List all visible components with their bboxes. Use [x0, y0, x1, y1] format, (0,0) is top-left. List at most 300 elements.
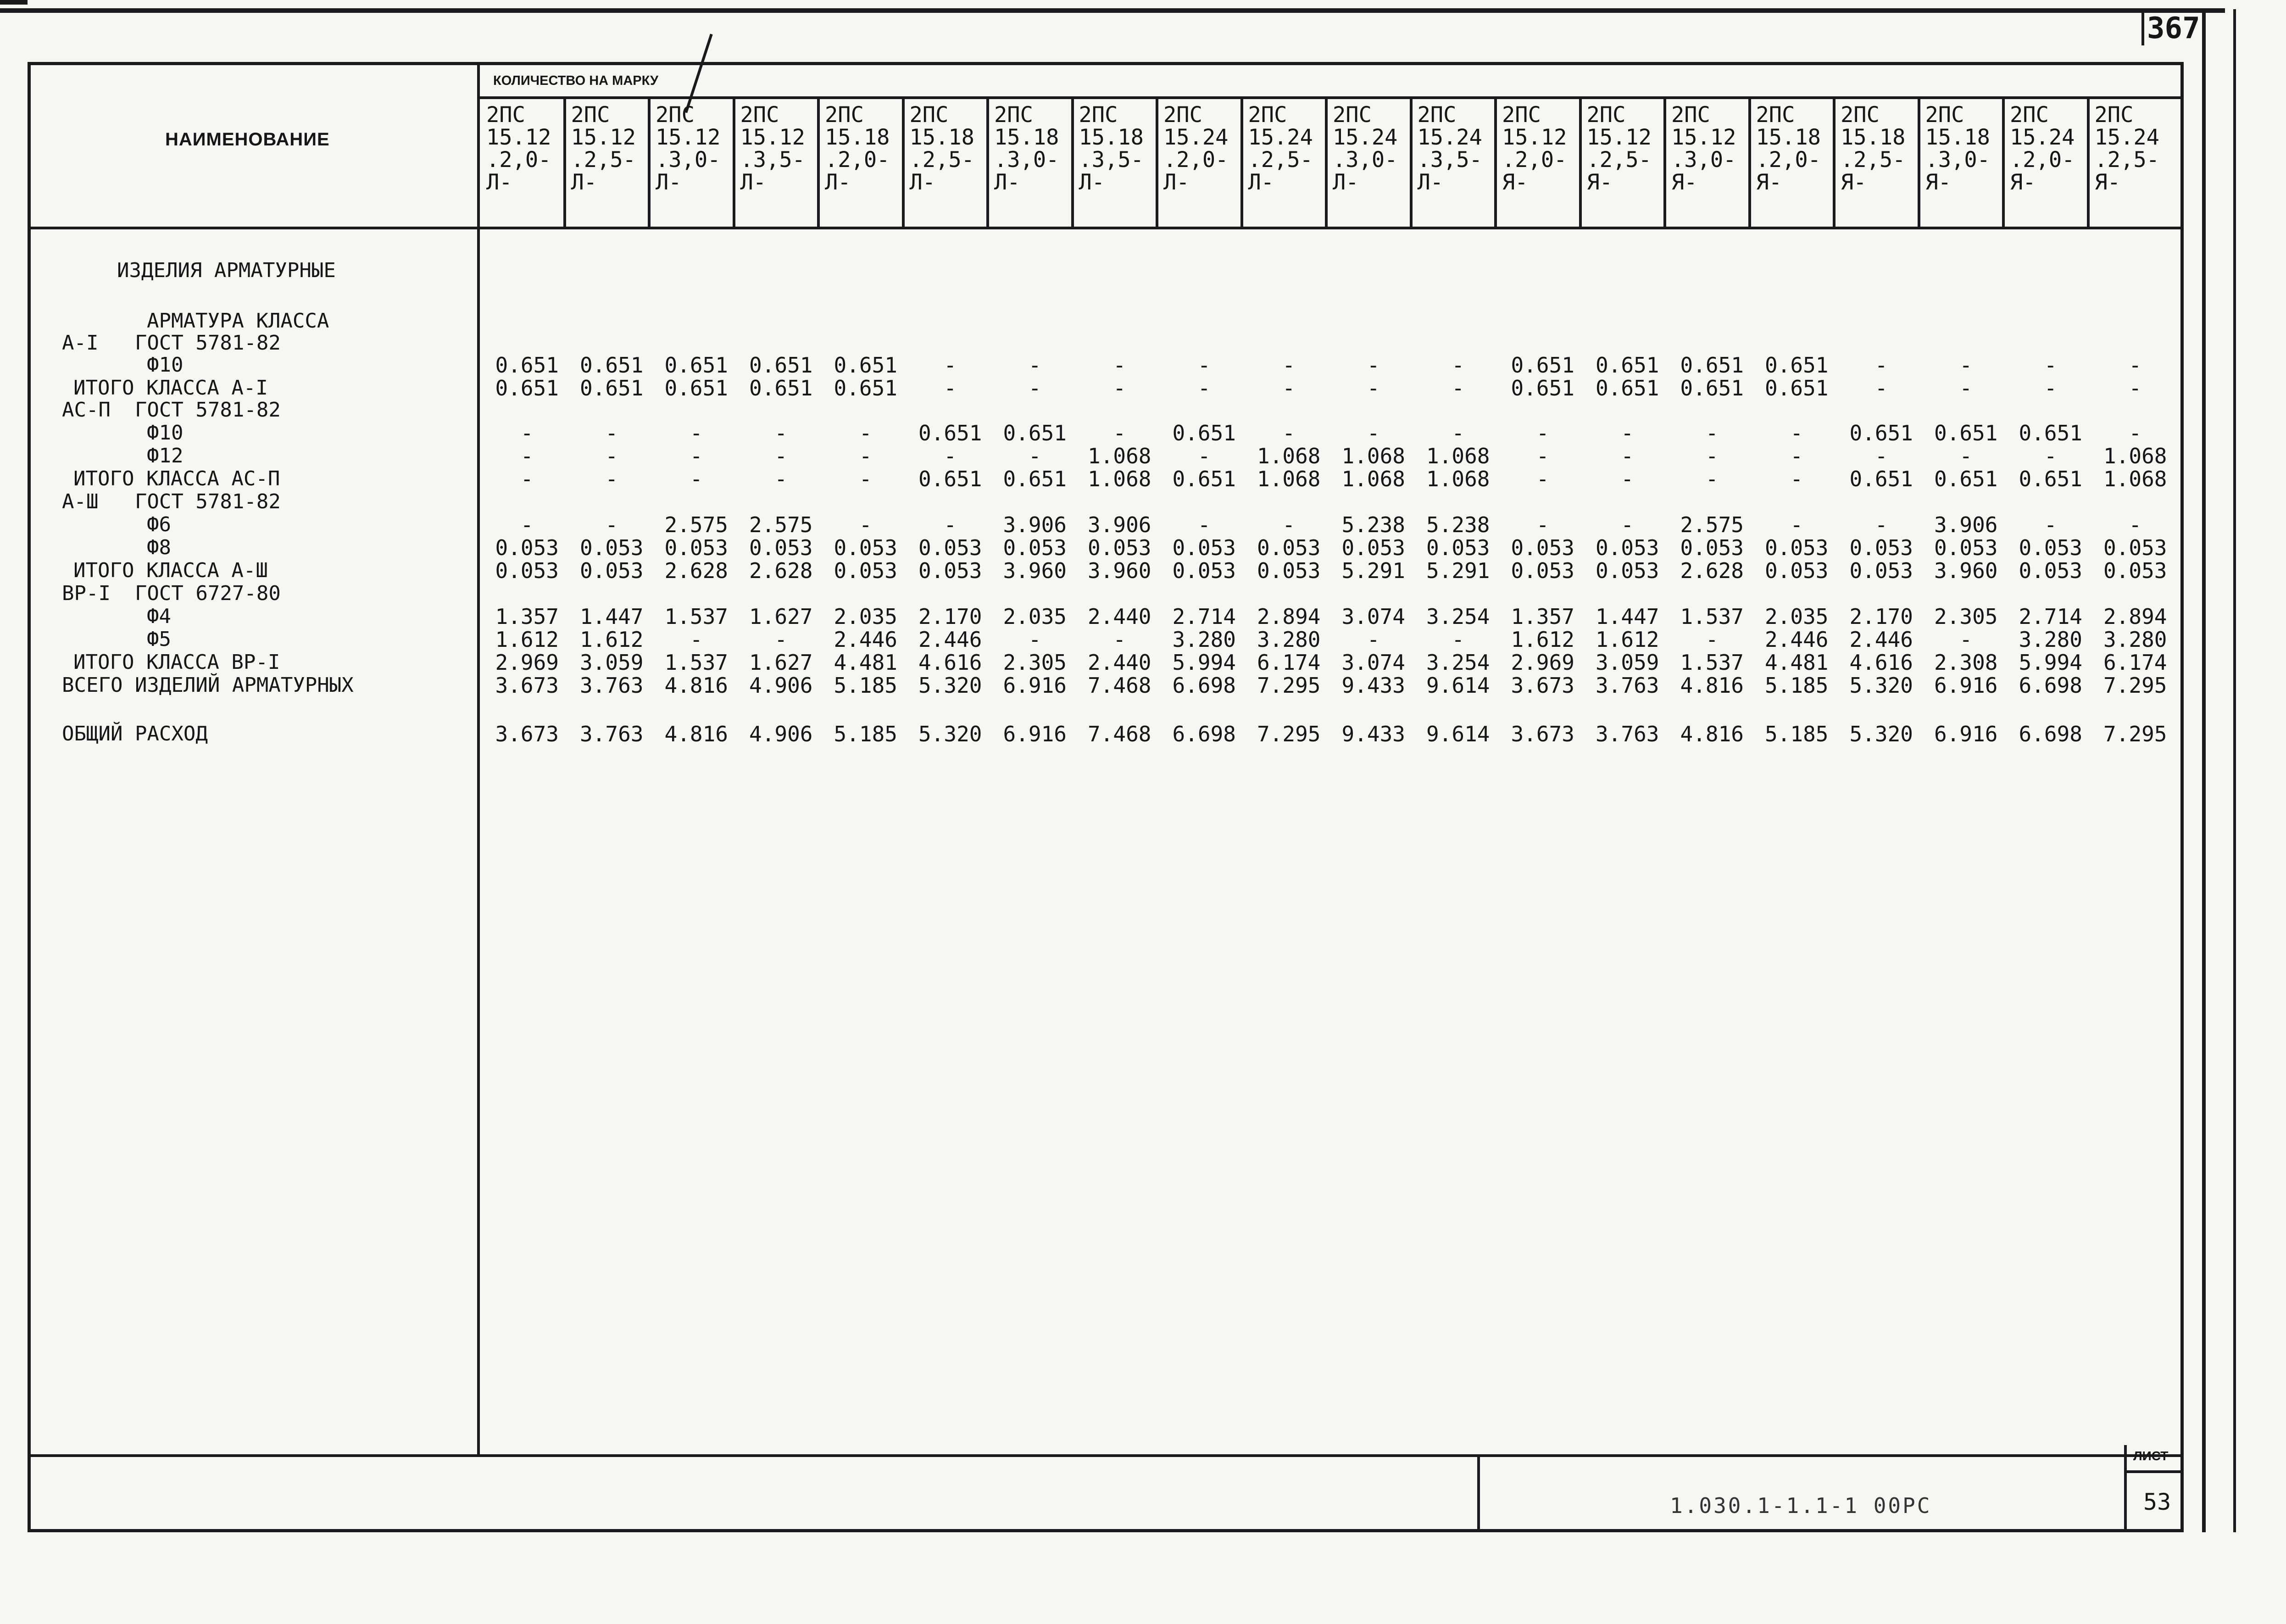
table-cell: 3.763: [1596, 673, 1659, 698]
column-separator: [1325, 96, 1328, 227]
table-cell: 0.053: [495, 535, 559, 560]
table-cell: 4.906: [749, 722, 813, 746]
table-cell: 1.068: [1341, 444, 1405, 468]
table-cell: 1.537: [664, 604, 728, 629]
table-cell: 5.320: [1849, 722, 1913, 746]
table-cell: -: [690, 444, 728, 468]
table-cell: 0.053: [749, 535, 813, 560]
table-cell: 7.295: [1257, 673, 1321, 698]
table-cell: 2.035: [834, 604, 897, 629]
table-cell: -: [1452, 421, 1490, 445]
column-header-3: 2ПС 15.12 .3,0- Л-: [656, 104, 721, 195]
table-cell: 1.068: [1341, 467, 1405, 491]
table-cell: -: [1621, 421, 1659, 445]
top-edge-bar: [0, 8, 2225, 13]
table-cell: 0.651: [664, 353, 728, 378]
table-cell: -: [774, 627, 813, 652]
table-cell: 4.906: [749, 673, 813, 698]
table-cell: 0.053: [834, 535, 897, 560]
table-cell: 6.698: [1172, 722, 1236, 746]
table-cell: 0.053: [2019, 558, 2082, 583]
table-cell: -: [690, 627, 728, 652]
footer-top-rule: [28, 1454, 2184, 1457]
table-cell: -: [605, 467, 644, 491]
table-cell: 0.651: [1596, 376, 1659, 400]
table-cell: -: [1621, 467, 1659, 491]
table-cell: -: [1621, 512, 1659, 537]
table-cell: 0.053: [2103, 535, 2167, 560]
table-cell: 5.320: [1849, 673, 1913, 698]
row-label: АС-П ГОСТ 5781-82: [62, 398, 281, 422]
column-header-5: 2ПС 15.18 .2,0- Л-: [825, 104, 890, 195]
table-cell: 0.651: [495, 376, 559, 400]
column-separator: [1410, 96, 1413, 227]
column-separator: [986, 96, 989, 227]
table-cell: 0.651: [1172, 421, 1236, 445]
table-cell: 0.651: [1511, 376, 1574, 400]
table-cell: 2.446: [834, 627, 897, 652]
column-header-2: 2ПС 15.12 .2,5- Л-: [571, 104, 636, 195]
table-cell: 3.280: [1172, 627, 1236, 652]
table-cell: 6.174: [2103, 650, 2167, 675]
table-cell: 3.254: [1426, 604, 1490, 629]
table-cell: 0.651: [495, 353, 559, 378]
table-cell: 9.433: [1341, 673, 1405, 698]
table-cell: -: [1197, 376, 1236, 400]
table-cell: -: [1874, 444, 1913, 468]
table-cell: 5.320: [918, 722, 982, 746]
table-cell: 0.651: [664, 376, 728, 400]
table-cell: 0.651: [2019, 421, 2082, 445]
table-cell: 0.651: [1680, 353, 1744, 378]
table-cell: 1.068: [2103, 444, 2167, 468]
table-cell: 1.612: [495, 627, 559, 652]
table-cell: 1.447: [580, 604, 644, 629]
table-cell: 0.053: [1849, 535, 1913, 560]
table-cell: 7.295: [2103, 722, 2167, 746]
column-header-7: 2ПС 15.18 .3,0- Л-: [994, 104, 1059, 195]
table-cell: 3.960: [1003, 558, 1067, 583]
table-cell: -: [1367, 353, 1405, 378]
table-cell: -: [1536, 421, 1574, 445]
table-cell: -: [1113, 353, 1151, 378]
column-separator: [1918, 96, 1920, 227]
column-header-18: 2ПС 15.18 .3,0- Я-: [1925, 104, 1990, 195]
table-cell: 2.440: [1088, 604, 1151, 629]
column-header-9: 2ПС 15.24 .2,0- Л-: [1163, 104, 1229, 195]
table-cell: 0.651: [1849, 467, 1913, 491]
table-cell: -: [1367, 421, 1405, 445]
column-separator: [1494, 96, 1497, 227]
table-cell: 3.960: [1934, 558, 1998, 583]
table-cell: 0.053: [1849, 558, 1913, 583]
table-cell: 4.481: [1765, 650, 1829, 675]
column-header-10: 2ПС 15.24 .2,5- Л-: [1248, 104, 1313, 195]
table-cell: 4.816: [664, 722, 728, 746]
table-cell: 0.651: [834, 376, 897, 400]
table-cell: -: [1028, 353, 1067, 378]
table-cell: 0.651: [918, 467, 982, 491]
column-separator: [1833, 96, 1835, 227]
table-cell: 1.537: [1680, 650, 1744, 675]
table-cell: 1.068: [1257, 467, 1321, 491]
table-cell: -: [1536, 512, 1574, 537]
table-cell: -: [1028, 444, 1067, 468]
table-cell: 0.651: [1003, 421, 1067, 445]
column-separator: [563, 96, 566, 227]
table-cell: 0.651: [2019, 467, 2082, 491]
table-cell: -: [1452, 353, 1490, 378]
table-cell: 6.916: [1934, 722, 1998, 746]
column-header-15: 2ПС 15.12 .3,0- Я-: [1671, 104, 1736, 195]
table-cell: 3.280: [2019, 627, 2082, 652]
table-cell: 2.446: [918, 627, 982, 652]
sheet-label: ЛИСТ: [2133, 1449, 2169, 1463]
table-cell: 1.612: [1511, 627, 1574, 652]
table-cell: 9.614: [1426, 722, 1490, 746]
table-cell: 3.059: [1596, 650, 1659, 675]
corner-mark: 367: [2141, 11, 2200, 45]
footer-sheet-divider: [2124, 1445, 2127, 1532]
column-header-16: 2ПС 15.18 .2,0- Я-: [1756, 104, 1821, 195]
row-label: Ф10: [147, 421, 184, 445]
column-header-13: 2ПС 15.12 .2,0- Я-: [1502, 104, 1567, 195]
table-cell: -: [1705, 421, 1744, 445]
table-cell: -: [859, 512, 897, 537]
column-header-14: 2ПС 15.12 .2,5- Я-: [1586, 104, 1652, 195]
table-cell: -: [1874, 376, 1913, 400]
column-separator: [648, 96, 651, 227]
table-cell: -: [2044, 444, 2082, 468]
table-cell: 0.651: [580, 353, 644, 378]
table-cell: 6.698: [2019, 722, 2082, 746]
column-header-8: 2ПС 15.18 .3,5- Л-: [1079, 104, 1144, 195]
table-cell: 1.068: [1088, 444, 1151, 468]
column-separator: [1240, 96, 1243, 227]
table-cell: 6.698: [1172, 673, 1236, 698]
table-cell: -: [774, 421, 813, 445]
table-cell: 2.305: [1003, 650, 1067, 675]
table-cell: 5.238: [1426, 512, 1490, 537]
table-cell: -: [1197, 353, 1236, 378]
column-separator: [817, 96, 820, 227]
footer-sheet-rule: [2124, 1470, 2184, 1473]
table-cell: 0.053: [1511, 558, 1574, 583]
table-cell: -: [2129, 512, 2167, 537]
table-cell: 0.651: [1765, 376, 1829, 400]
table-cell: 0.053: [918, 558, 982, 583]
name-column-divider: [477, 62, 480, 1457]
table-cell: 0.053: [1088, 535, 1151, 560]
table-frame: [28, 62, 2184, 1532]
row-label: ИТОГО КЛАССА А-Ш: [73, 559, 268, 582]
row-label: ИТОГО КЛАССА АС-П: [73, 467, 280, 490]
table-cell: -: [1367, 627, 1405, 652]
column-separator: [1156, 96, 1158, 227]
row-label: Ф12: [147, 444, 184, 467]
table-cell: 2.446: [1765, 627, 1829, 652]
table-cell: -: [690, 467, 728, 491]
table-cell: -: [520, 421, 559, 445]
table-cell: 2.894: [2103, 604, 2167, 629]
table-cell: 5.185: [834, 722, 897, 746]
row-label: ИТОГО КЛАССА ВР-I: [73, 651, 280, 674]
table-cell: 2.628: [1680, 558, 1744, 583]
table-cell: 6.174: [1257, 650, 1321, 675]
column-header-20: 2ПС 15.24 .2,5- Я-: [2094, 104, 2159, 195]
column-separator: [902, 96, 905, 227]
table-cell: 3.074: [1341, 650, 1405, 675]
column-header-19: 2ПС 15.24 .2,0- Я-: [2010, 104, 2075, 195]
table-cell: 2.575: [749, 512, 813, 537]
table-cell: -: [859, 467, 897, 491]
table-cell: 4.816: [1680, 673, 1744, 698]
table-cell: 0.053: [664, 535, 728, 560]
table-cell: 3.280: [2103, 627, 2167, 652]
table-cell: -: [1282, 512, 1321, 537]
table-cell: 2.170: [918, 604, 982, 629]
table-cell: 5.185: [1765, 673, 1829, 698]
row-label: ВР-I ГОСТ 6727-80: [62, 582, 281, 605]
table-cell: -: [944, 444, 982, 468]
table-cell: 1.627: [749, 604, 813, 629]
table-cell: 5.291: [1426, 558, 1490, 583]
sheet-number: 53: [2143, 1489, 2171, 1515]
table-cell: -: [1536, 467, 1574, 491]
table-cell: 0.651: [1511, 353, 1574, 378]
table-cell: 2.969: [495, 650, 559, 675]
table-cell: 0.651: [1849, 421, 1913, 445]
row-label: Ф4: [147, 605, 171, 628]
table-cell: 5.185: [834, 673, 897, 698]
table-cell: 6.916: [1934, 673, 1998, 698]
table-cell: 0.053: [1596, 535, 1659, 560]
table-cell: 2.440: [1088, 650, 1151, 675]
table-cell: -: [1282, 353, 1321, 378]
table-cell: -: [520, 512, 559, 537]
table-cell: 7.295: [2103, 673, 2167, 698]
table-cell: -: [690, 421, 728, 445]
column-header-12: 2ПС 15.24 .3,5- Л-: [1417, 104, 1482, 195]
table-cell: -: [605, 444, 644, 468]
table-cell: 3.673: [495, 673, 559, 698]
table-cell: 0.053: [1257, 535, 1321, 560]
table-cell: -: [1874, 353, 1913, 378]
column-header-1: 2ПС 15.12 .2,0- Л-: [486, 104, 551, 195]
row-label: ИЗДЕЛИЯ АРМАТУРНЫЕ: [117, 259, 336, 282]
table-cell: -: [859, 421, 897, 445]
table-cell: -: [1790, 467, 1829, 491]
table-cell: 0.053: [1172, 535, 1236, 560]
row-label: ИТОГО КЛАССА А-I: [73, 376, 268, 400]
header-bottom-rule: [28, 227, 2184, 229]
table-cell: 2.575: [664, 512, 728, 537]
table-cell: 2.628: [664, 558, 728, 583]
table-cell: -: [2129, 353, 2167, 378]
name-column-title: НАИМЕНОВАНИЕ: [165, 129, 330, 150]
table-cell: 3.763: [580, 722, 644, 746]
table-cell: 1.447: [1596, 604, 1659, 629]
table-cell: 0.053: [2103, 558, 2167, 583]
table-cell: 4.481: [834, 650, 897, 675]
column-separator: [1748, 96, 1751, 227]
table-cell: 9.614: [1426, 673, 1490, 698]
table-cell: 0.053: [1680, 535, 1744, 560]
table-cell: 3.960: [1088, 558, 1151, 583]
table-cell: -: [1452, 376, 1490, 400]
table-cell: 2.035: [1765, 604, 1829, 629]
table-cell: 3.906: [1003, 512, 1067, 537]
corner-dash: [0, 0, 28, 5]
column-header-11: 2ПС 15.24 .3,0- Л-: [1333, 104, 1398, 195]
table-cell: -: [1790, 444, 1829, 468]
column-separator: [1071, 96, 1074, 227]
table-cell: 0.651: [749, 353, 813, 378]
column-header-6: 2ПС 15.18 .2,5- Л-: [909, 104, 974, 195]
table-cell: 0.651: [1765, 353, 1829, 378]
table-cell: 9.433: [1341, 722, 1405, 746]
table-cell: -: [1113, 421, 1151, 445]
table-cell: -: [1028, 376, 1067, 400]
table-cell: -: [1536, 444, 1574, 468]
table-cell: 1.357: [495, 604, 559, 629]
table-cell: 5.320: [918, 673, 982, 698]
table-cell: 3.763: [580, 673, 644, 698]
table-cell: -: [1113, 627, 1151, 652]
table-cell: 1.627: [749, 650, 813, 675]
table-cell: 4.816: [1680, 722, 1744, 746]
table-cell: -: [1197, 444, 1236, 468]
column-header-4: 2ПС 15.12 .3,5- Л-: [740, 104, 805, 195]
table-cell: 1.068: [1426, 467, 1490, 491]
table-cell: 0.053: [1003, 535, 1067, 560]
column-separator: [2002, 96, 2005, 227]
table-cell: 1.537: [1680, 604, 1744, 629]
table-cell: 2.894: [1257, 604, 1321, 629]
row-label: Ф8: [147, 536, 171, 559]
table-cell: 5.185: [1765, 722, 1829, 746]
footer-stamp-divider: [1477, 1454, 1480, 1532]
table-cell: 0.053: [834, 558, 897, 583]
table-cell: 0.053: [1765, 558, 1829, 583]
row-label: АРМАТУРА КЛАССА: [147, 309, 329, 333]
table-cell: 5.238: [1341, 512, 1405, 537]
table-cell: 3.254: [1426, 650, 1490, 675]
table-cell: -: [774, 467, 813, 491]
table-cell: 5.291: [1341, 558, 1405, 583]
table-cell: -: [944, 353, 982, 378]
table-cell: -: [605, 421, 644, 445]
table-cell: 7.468: [1088, 722, 1151, 746]
row-label: Ф10: [147, 353, 184, 377]
table-cell: 4.616: [918, 650, 982, 675]
table-cell: 7.468: [1088, 673, 1151, 698]
table-cell: 0.651: [1934, 467, 1998, 491]
table-cell: 3.906: [1934, 512, 1998, 537]
row-label: ОБЩИЙ РАСХОД: [62, 722, 208, 745]
table-cell: 0.651: [1680, 376, 1744, 400]
column-header-17: 2ПС 15.18 .2,5- Я-: [1841, 104, 1906, 195]
table-cell: 0.053: [1934, 535, 1998, 560]
table-cell: 0.053: [2019, 535, 2082, 560]
table-cell: 3.059: [580, 650, 644, 675]
table-cell: -: [1028, 627, 1067, 652]
table-cell: -: [944, 512, 982, 537]
table-cell: 0.053: [1511, 535, 1574, 560]
table-cell: 3.906: [1088, 512, 1151, 537]
binding-edge: [2202, 9, 2261, 1532]
table-cell: 2.628: [749, 558, 813, 583]
table-cell: 0.651: [580, 376, 644, 400]
table-cell: 3.074: [1341, 604, 1405, 629]
column-separator: [2087, 96, 2090, 227]
table-cell: 2.308: [1934, 650, 1998, 675]
table-cell: -: [1959, 376, 1998, 400]
table-cell: 1.537: [664, 650, 728, 675]
table-cell: 0.053: [1596, 558, 1659, 583]
table-cell: 0.053: [1172, 558, 1236, 583]
table-cell: 0.651: [1172, 467, 1236, 491]
table-cell: 1.612: [1596, 627, 1659, 652]
table-cell: -: [1367, 376, 1405, 400]
table-cell: 3.673: [1511, 722, 1574, 746]
table-cell: -: [2129, 421, 2167, 445]
table-cell: -: [1790, 421, 1829, 445]
table-cell: -: [520, 467, 559, 491]
table-cell: 0.053: [580, 558, 644, 583]
table-cell: 0.053: [580, 535, 644, 560]
table-cell: 5.994: [1172, 650, 1236, 675]
table-cell: 3.280: [1257, 627, 1321, 652]
table-cell: -: [1705, 627, 1744, 652]
table-cell: 2.446: [1849, 627, 1913, 652]
table-cell: -: [859, 444, 897, 468]
table-cell: 5.994: [2019, 650, 2082, 675]
table-cell: -: [605, 512, 644, 537]
table-cell: -: [2044, 512, 2082, 537]
table-cell: -: [1790, 512, 1829, 537]
table-cell: 1.068: [2103, 467, 2167, 491]
table-cell: -: [1705, 444, 1744, 468]
table-cell: 0.053: [1426, 535, 1490, 560]
table-cell: -: [1621, 444, 1659, 468]
table-cell: 4.816: [664, 673, 728, 698]
quantity-title: КОЛИЧЕСТВО НА МАРКУ: [493, 73, 659, 88]
table-cell: -: [1282, 421, 1321, 445]
column-separator: [1579, 96, 1582, 227]
table-cell: 2.575: [1680, 512, 1744, 537]
table-cell: 2.305: [1934, 604, 1998, 629]
table-cell: 0.053: [495, 558, 559, 583]
table-cell: -: [2044, 353, 2082, 378]
table-cell: 0.651: [1934, 421, 1998, 445]
table-cell: 0.053: [1257, 558, 1321, 583]
table-cell: 0.651: [918, 421, 982, 445]
table-cell: 3.763: [1596, 722, 1659, 746]
table-cell: 1.357: [1511, 604, 1574, 629]
table-cell: 0.651: [1596, 353, 1659, 378]
table-cell: 1.068: [1257, 444, 1321, 468]
table-cell: 3.673: [1511, 673, 1574, 698]
table-cell: 6.916: [1003, 673, 1067, 698]
row-label: Ф5: [147, 628, 171, 651]
table-cell: 4.616: [1849, 650, 1913, 675]
table-cell: -: [1282, 376, 1321, 400]
table-cell: 1.068: [1088, 467, 1151, 491]
table-cell: 7.295: [1257, 722, 1321, 746]
table-cell: -: [520, 444, 559, 468]
table-cell: -: [1874, 512, 1913, 537]
